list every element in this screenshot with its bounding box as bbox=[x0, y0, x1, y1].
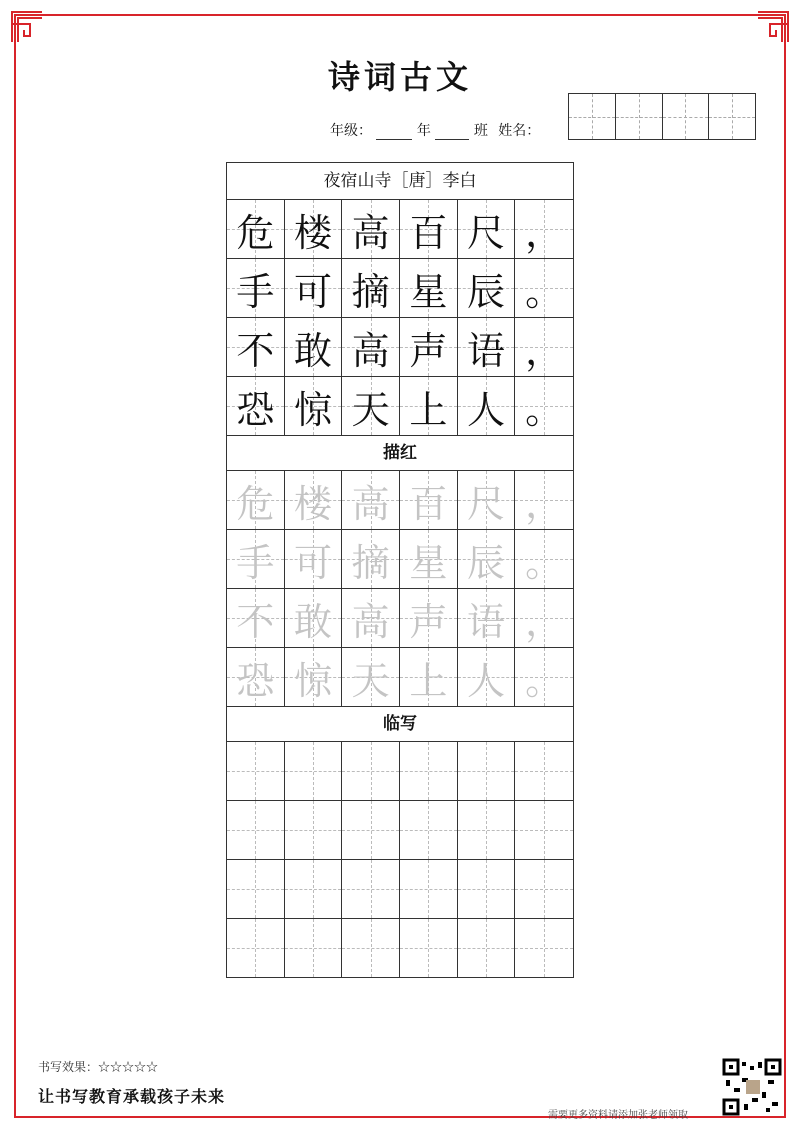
poem-char-cell bbox=[227, 318, 285, 376]
poem-char-cell bbox=[400, 318, 458, 376]
char: 天 bbox=[351, 658, 390, 703]
writing-cell[interactable] bbox=[458, 860, 516, 918]
poem-char-cell bbox=[285, 259, 343, 317]
char: 可 bbox=[294, 269, 333, 314]
writing-cell[interactable] bbox=[400, 919, 458, 977]
char: 摘 bbox=[351, 269, 390, 314]
char: 恐 bbox=[236, 658, 275, 703]
writing-cell[interactable] bbox=[227, 801, 285, 859]
name-cell[interactable] bbox=[615, 94, 662, 139]
writing-cell[interactable] bbox=[458, 919, 516, 977]
writing-cell[interactable] bbox=[285, 860, 343, 918]
writing-cell[interactable] bbox=[227, 860, 285, 918]
char: 辰 bbox=[467, 540, 506, 585]
trace-char-cell bbox=[400, 530, 458, 588]
char: 可 bbox=[294, 540, 333, 585]
char: 尺 bbox=[467, 481, 506, 526]
char: 星 bbox=[409, 269, 448, 314]
writing-cell[interactable] bbox=[285, 919, 343, 977]
char: 。 bbox=[525, 540, 564, 585]
poem-char-cell bbox=[285, 377, 343, 435]
char: 摘 bbox=[351, 540, 390, 585]
writing-cell[interactable] bbox=[285, 801, 343, 859]
trace-char-cell bbox=[285, 471, 343, 529]
writing-cell[interactable] bbox=[515, 860, 573, 918]
char: ， bbox=[525, 599, 564, 644]
poem-char-cell bbox=[342, 200, 400, 258]
char: 危 bbox=[236, 210, 275, 255]
char: 语 bbox=[467, 328, 506, 373]
char: 敢 bbox=[294, 599, 333, 644]
writing-cell[interactable] bbox=[342, 742, 400, 800]
trace-char-cell bbox=[458, 530, 516, 588]
writing-cell[interactable] bbox=[227, 919, 285, 977]
year-label: 年 bbox=[416, 123, 431, 139]
char: 尺 bbox=[467, 210, 506, 255]
char: 惊 bbox=[294, 387, 333, 432]
writing-cell[interactable] bbox=[515, 919, 573, 977]
trace-char-cell bbox=[285, 530, 343, 588]
trace-char-cell bbox=[285, 589, 343, 647]
char: 语 bbox=[467, 599, 506, 644]
grid-row bbox=[227, 318, 573, 377]
writing-cell[interactable] bbox=[285, 742, 343, 800]
char: 百 bbox=[409, 481, 448, 526]
page-title: 诗词古文 bbox=[327, 58, 472, 96]
grid-row bbox=[227, 377, 573, 435]
grade-blank[interactable] bbox=[376, 125, 412, 140]
writing-cell[interactable] bbox=[342, 860, 400, 918]
trace-char-cell bbox=[458, 471, 516, 529]
char: 高 bbox=[351, 210, 390, 255]
trace-char-cell bbox=[342, 471, 400, 529]
trace-char-cell bbox=[342, 530, 400, 588]
class-label: 班 bbox=[473, 123, 488, 139]
char: 危 bbox=[236, 481, 275, 526]
char: 手 bbox=[236, 540, 275, 585]
trace-char-cell bbox=[227, 471, 285, 529]
char: 人 bbox=[467, 387, 506, 432]
poem-char-cell bbox=[227, 259, 285, 317]
name-cell[interactable] bbox=[662, 94, 709, 139]
name-cell[interactable] bbox=[569, 94, 615, 139]
char: 上 bbox=[409, 387, 448, 432]
trace-char-cell bbox=[515, 530, 573, 588]
name-cell[interactable] bbox=[708, 94, 755, 139]
name-grid[interactable] bbox=[568, 93, 756, 140]
char: 高 bbox=[351, 481, 390, 526]
grid-row bbox=[227, 530, 573, 589]
rating-label: 书写效果：☆☆☆☆☆ bbox=[38, 1060, 159, 1074]
trace-char-cell bbox=[515, 648, 573, 706]
writing-cell[interactable] bbox=[458, 801, 516, 859]
trace-char-cell bbox=[342, 648, 400, 706]
char: 天 bbox=[351, 387, 390, 432]
grid-row bbox=[227, 259, 573, 318]
char: 高 bbox=[351, 599, 390, 644]
char: 人 bbox=[467, 658, 506, 703]
trace-char-cell bbox=[342, 589, 400, 647]
grid-row bbox=[227, 742, 573, 801]
grid-row bbox=[227, 860, 573, 919]
char: 敢 bbox=[294, 328, 333, 373]
trace-section-title: 描红 bbox=[227, 435, 573, 471]
practice-sheet bbox=[226, 162, 574, 978]
poem-char-cell bbox=[342, 318, 400, 376]
corner-ornament-icon bbox=[10, 10, 44, 44]
poem-char-cell bbox=[458, 318, 516, 376]
poem-char-cell bbox=[285, 318, 343, 376]
writing-cell[interactable] bbox=[400, 742, 458, 800]
poem-char-cell bbox=[458, 200, 516, 258]
grid-row bbox=[227, 801, 573, 860]
char: 。 bbox=[525, 658, 564, 703]
writing-cell[interactable] bbox=[400, 860, 458, 918]
poem-char-cell bbox=[285, 200, 343, 258]
char: 。 bbox=[525, 269, 564, 314]
poem-char-cell bbox=[515, 377, 573, 435]
grid-row bbox=[227, 648, 573, 706]
writing-cell[interactable] bbox=[458, 742, 516, 800]
class-blank[interactable] bbox=[435, 125, 469, 140]
trace-char-cell bbox=[515, 589, 573, 647]
writing-cell[interactable] bbox=[515, 742, 573, 800]
grade-label: 年级： bbox=[330, 123, 372, 139]
trace-char-cell bbox=[458, 648, 516, 706]
trace-rows bbox=[227, 471, 573, 706]
char: ， bbox=[525, 210, 564, 255]
trace-char-cell bbox=[400, 648, 458, 706]
trace-char-cell bbox=[400, 589, 458, 647]
grid-row bbox=[227, 919, 573, 977]
writing-cell[interactable] bbox=[342, 801, 400, 859]
poem-char-cell bbox=[515, 318, 573, 376]
poem-char-cell bbox=[458, 377, 516, 435]
char: 声 bbox=[409, 599, 448, 644]
char: 声 bbox=[409, 328, 448, 373]
char: 星 bbox=[409, 540, 448, 585]
trace-char-cell bbox=[458, 589, 516, 647]
qr-code-icon bbox=[722, 1058, 782, 1116]
char: ， bbox=[525, 481, 564, 526]
grid-row bbox=[227, 589, 573, 648]
slogan: 让书写教育承载孩子未来 bbox=[38, 1087, 226, 1106]
copy-section-title: 临写 bbox=[227, 706, 573, 742]
char: ， bbox=[525, 328, 564, 373]
poem-char-cell bbox=[515, 200, 573, 258]
poem-char-cell bbox=[400, 377, 458, 435]
poem-char-cell bbox=[515, 259, 573, 317]
trace-char-cell bbox=[285, 648, 343, 706]
trace-char-cell bbox=[227, 589, 285, 647]
trace-char-cell bbox=[400, 471, 458, 529]
poem-heading: 夜宿山寺［唐］李白 bbox=[227, 163, 573, 200]
char: 高 bbox=[351, 328, 390, 373]
char: 手 bbox=[236, 269, 275, 314]
footer-note: 需要更多资料请添加张老师领取 bbox=[548, 1110, 688, 1121]
char: 百 bbox=[409, 210, 448, 255]
poem-char-cell bbox=[400, 200, 458, 258]
char: 辰 bbox=[467, 269, 506, 314]
char: 。 bbox=[525, 387, 564, 432]
poem-char-cell bbox=[342, 259, 400, 317]
char: 不 bbox=[236, 328, 275, 373]
writing-cell[interactable] bbox=[227, 742, 285, 800]
trace-char-cell bbox=[515, 471, 573, 529]
char: 恐 bbox=[236, 387, 275, 432]
copy-rows bbox=[227, 742, 573, 977]
grid-row bbox=[227, 200, 573, 259]
poem-char-cell bbox=[342, 377, 400, 435]
grid-row bbox=[227, 471, 573, 530]
name-label: 姓名： bbox=[498, 123, 541, 139]
poem-rows bbox=[227, 200, 573, 435]
char: 楼 bbox=[294, 481, 333, 526]
poem-char-cell bbox=[227, 377, 285, 435]
writing-cell[interactable] bbox=[342, 919, 400, 977]
writing-cell[interactable] bbox=[400, 801, 458, 859]
poem-char-cell bbox=[400, 259, 458, 317]
char: 上 bbox=[409, 658, 448, 703]
trace-char-cell bbox=[227, 530, 285, 588]
poem-char-cell bbox=[227, 200, 285, 258]
student-info bbox=[330, 120, 540, 140]
char: 楼 bbox=[294, 210, 333, 255]
writing-cell[interactable] bbox=[515, 801, 573, 859]
char: 惊 bbox=[294, 658, 333, 703]
poem-char-cell bbox=[458, 259, 516, 317]
char: 不 bbox=[236, 599, 275, 644]
trace-char-cell bbox=[227, 648, 285, 706]
corner-ornament-icon bbox=[756, 10, 790, 44]
